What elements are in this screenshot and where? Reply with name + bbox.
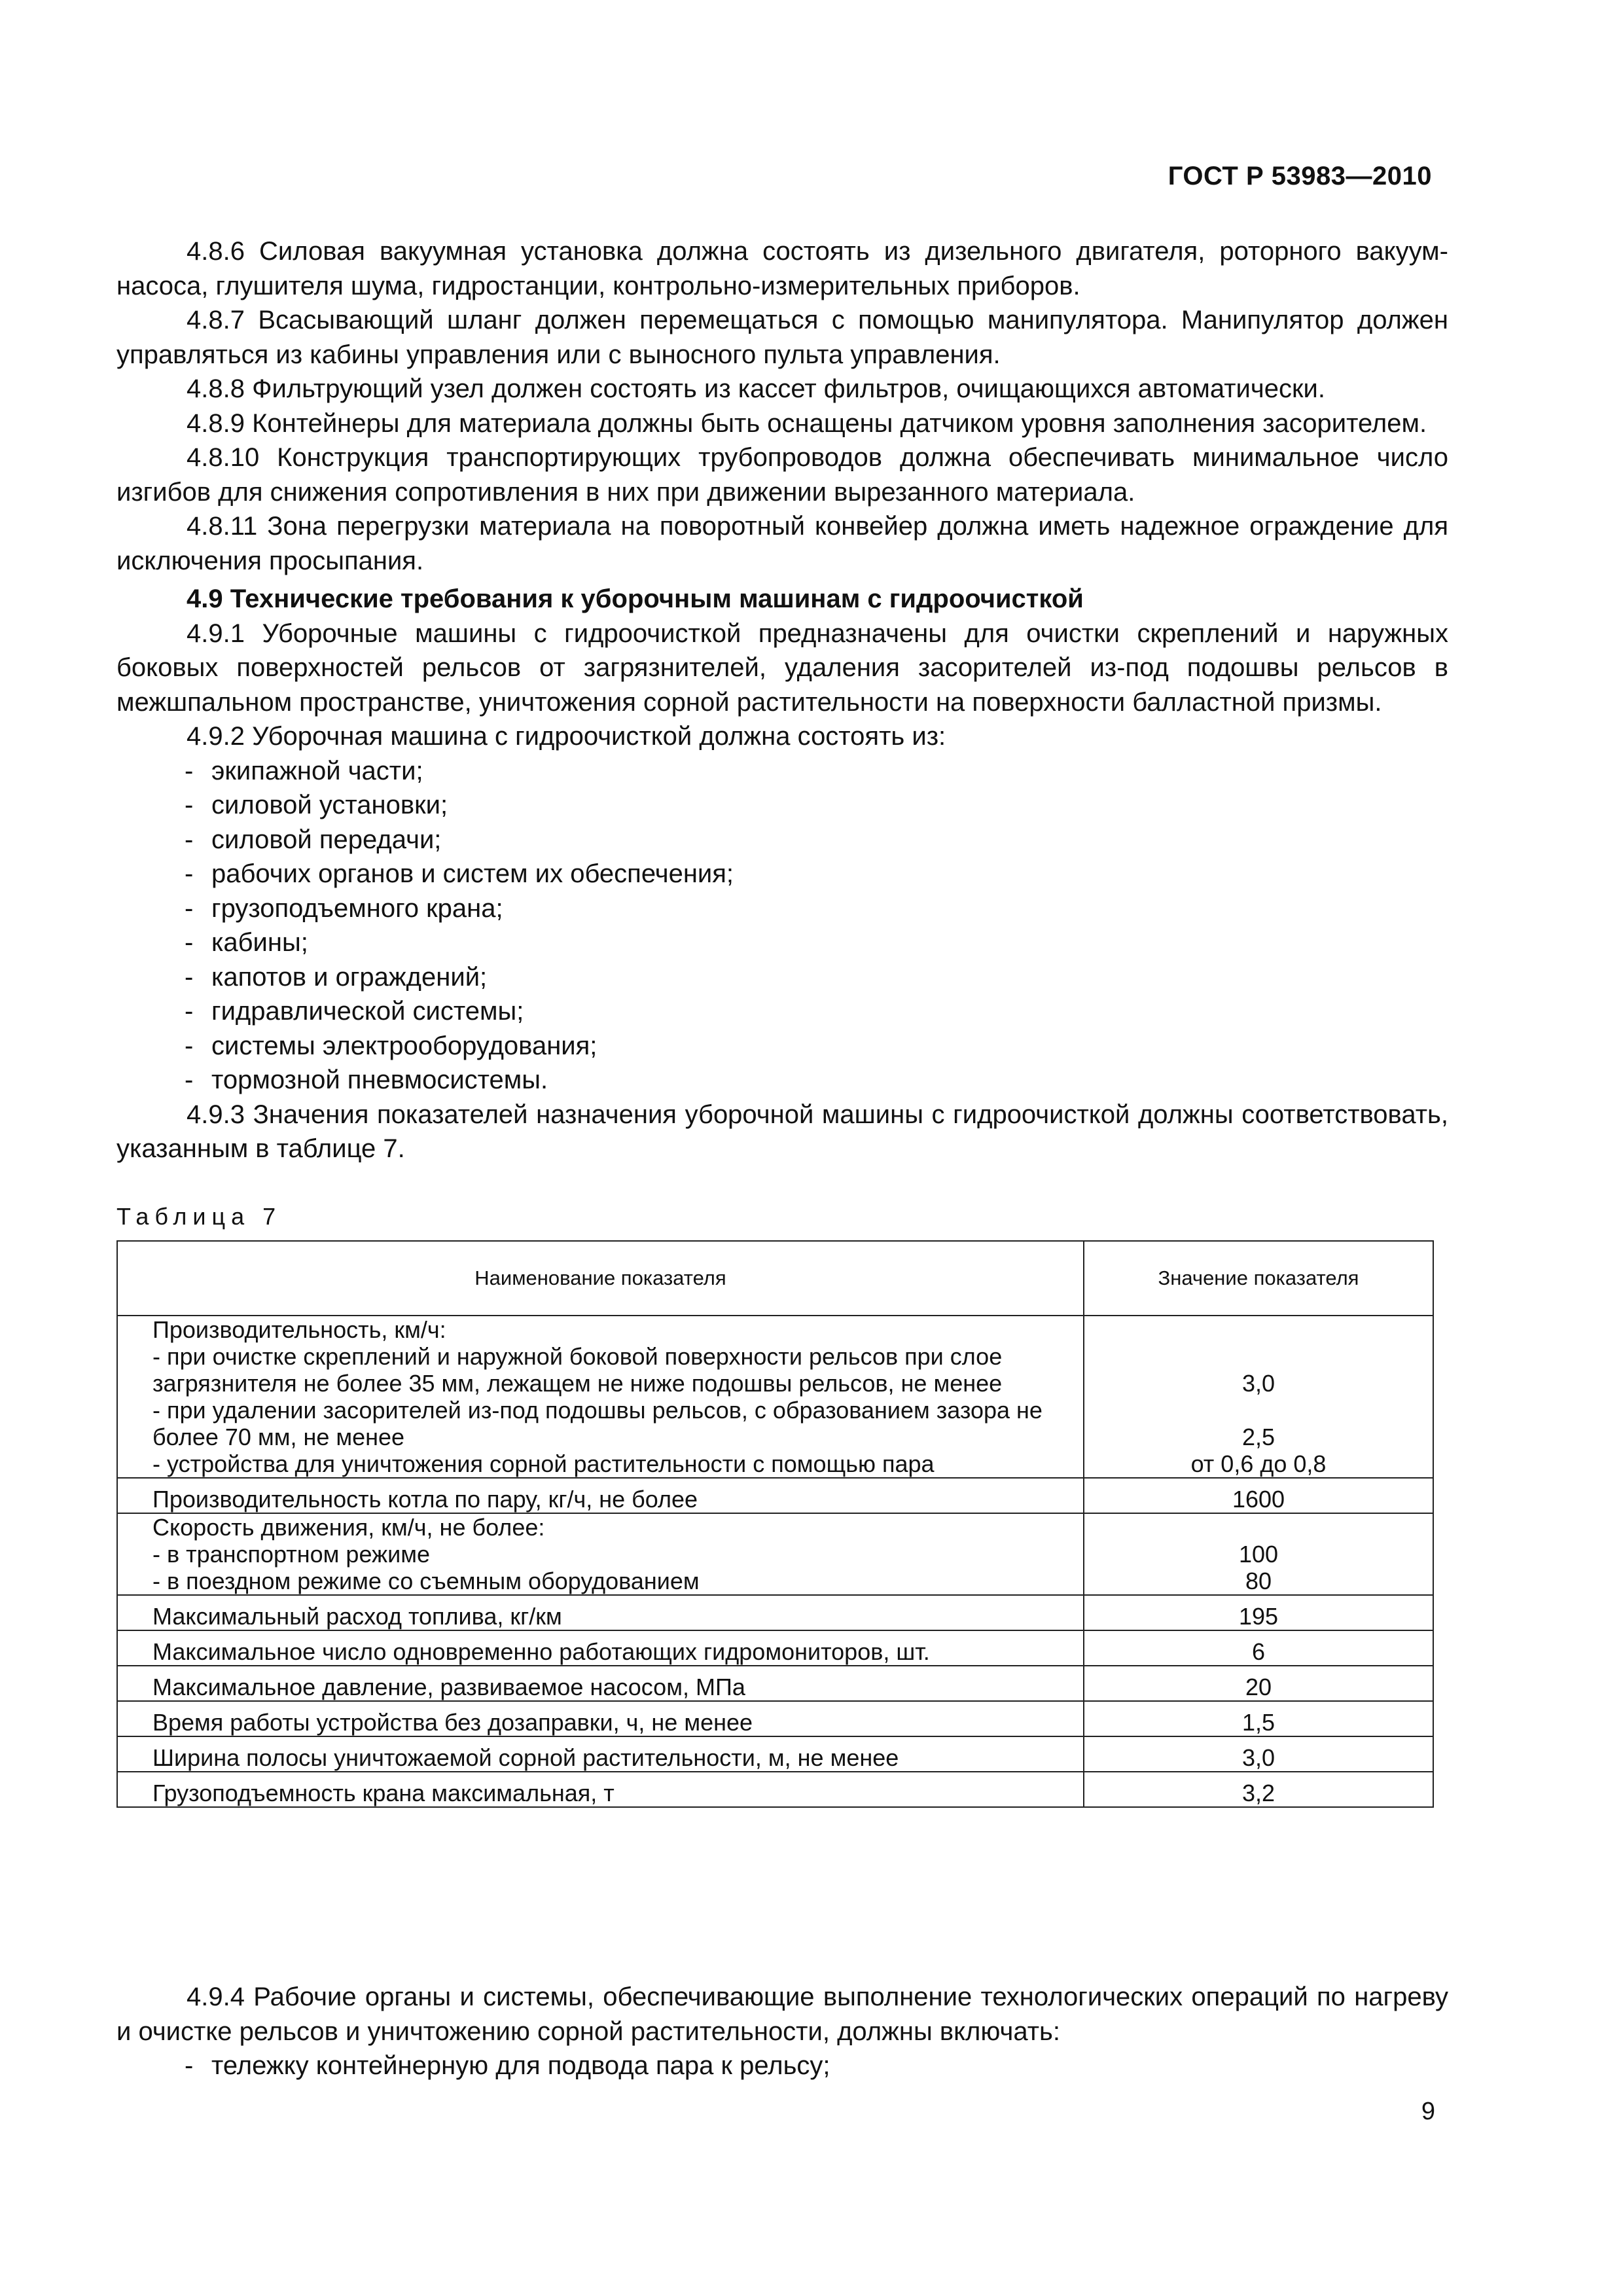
document-code: ГОСТ Р 53983—2010	[1168, 162, 1432, 190]
list-item: - грузоподъемного крана;	[185, 893, 503, 923]
paragraph-4-9-1: 4.9.1 Уборочные машины с гидроочисткой предназначены для очистки скреплений и наружных боковых поверхностей рельсов от загрязнителей, удаления засорителей из-под подошвы рельсов в межшпальном пространстве, уничтожения сорной растительности на поверхности балластной призмы.	[116, 619, 1448, 717]
paragraph-4-9-4: 4.9.4 Рабочие органы и системы, обеспечивающие выполнение технологических операций по нагреву и очистке рельсов и уничтожению сорной растительности, должны включать:	[116, 1982, 1448, 2046]
row-name: Грузоподъемность крана максимальная, т	[152, 1780, 615, 1806]
row-value-productivity	[1084, 1316, 1433, 1478]
indicators-table	[116, 1240, 1434, 1808]
table-caption: Таблица 7	[116, 1203, 282, 1230]
list-item: - экипажной части;	[185, 756, 423, 785]
list-item: - тележку контейнерную для подвода пара к рельсу;	[185, 2051, 830, 2080]
section-title-4-9: 4.9 Технические требования к уборочным машинам с гидроочисткой	[187, 584, 1084, 613]
cell-value: 2,5	[1241, 1424, 1275, 1450]
row-title: Скорость движения, км/ч, не более:	[152, 1514, 545, 1541]
table-row	[117, 1513, 1433, 1595]
row-subitem: - в поездном режиме со съемным оборудованием	[152, 1568, 700, 1594]
row-subitem: - при удалении засорителей из-под подошвы рельсов, с образованием зазора не более 70 мм, не менее	[152, 1397, 1043, 1450]
paragraph-4-8-9: 4.8.9 Контейнеры для материала должны быть оснащены датчиком уровня заполнения засорителем.	[187, 408, 1427, 438]
cell-value: 3,0	[1241, 1370, 1275, 1397]
cell-value: 100	[1238, 1541, 1279, 1568]
row-name: Максимальный расход топлива, кг/км	[152, 1603, 562, 1630]
paragraph-4-8-6: 4.8.6 Силовая вакуумная установка должна состоять из дизельного двигателя, роторного вакуум-насоса, глушителя шума, гидростанции, контрольно-измерительных приборов.	[116, 237, 1448, 300]
cell-value: 20	[1084, 1666, 1433, 1701]
composition-list	[116, 754, 1448, 1098]
row-name: Максимальное число одновременно работающих гидромониторов, шт.	[152, 1638, 930, 1665]
row-value-speed	[1084, 1513, 1433, 1595]
table-row	[117, 1630, 1433, 1666]
list-item: - кабины;	[185, 928, 308, 957]
list-item: - тормозной пневмосистемы.	[185, 1066, 548, 1094]
column-header-name: Наименование показателя	[117, 1241, 1084, 1316]
row-name: Производительность котла по пару, кг/ч, не более	[152, 1486, 698, 1513]
paragraph-4-8-10: 4.8.10 Конструкция транспортирующих трубопроводов должна обеспечивать минимальное число изгибов для снижения сопротивления в них при движении вырезанного материала.	[116, 443, 1448, 507]
work-organs-list	[116, 2049, 1448, 2083]
column-header-value: Значение показателя	[1084, 1241, 1433, 1316]
cell-value: 3,2	[1084, 1772, 1433, 1807]
paragraph-4-9-3: 4.9.3 Значения показателей назначения уборочной машины с гидроочисткой должны соответствовать, указанным в таблице 7.	[116, 1100, 1448, 1163]
table-row	[117, 1701, 1433, 1736]
cell-value: 80	[1245, 1568, 1272, 1594]
table-row	[117, 1478, 1433, 1513]
table-row	[117, 1666, 1433, 1701]
list-item: - силовой установки;	[185, 791, 448, 819]
body-text-top	[116, 234, 1448, 1166]
list-item: - силовой передачи;	[185, 825, 442, 854]
row-title: Производительность, км/ч:	[152, 1316, 446, 1343]
row-subitem: - при очистке скреплений и наружной боковой поверхности рельсов при слое загрязнителя не более 35 мм, лежащем не ниже подошвы рельсов, не менее	[152, 1343, 1003, 1397]
row-name-speed	[117, 1513, 1084, 1595]
list-item: - гидравлической системы;	[185, 997, 524, 1026]
cell-value: 195	[1084, 1595, 1433, 1630]
cell-value: 6	[1084, 1630, 1433, 1666]
list-item: - капотов и ограждений;	[185, 962, 488, 992]
row-subitem: - устройства для уничтожения сорной растительности с помощью пара	[152, 1450, 935, 1477]
row-name: Время работы устройства без дозаправки, ч, не менее	[152, 1709, 753, 1736]
list-item: - рабочих органов и систем их обеспечения;	[185, 859, 734, 888]
table-row	[117, 1772, 1433, 1807]
cell-value: 3,0	[1084, 1736, 1433, 1772]
paragraph-4-8-8: 4.8.8 Фильтрующий узел должен состоять из кассет фильтров, очищающихся автоматически.	[187, 374, 1325, 403]
row-name-productivity	[117, 1316, 1084, 1478]
paragraph-4-8-7: 4.8.7 Всасывающий шланг должен перемещаться с помощью манипулятора. Манипулятор должен управляться из кабины управления или с выносного пульта управления.	[116, 306, 1448, 369]
paragraph-4-8-11: 4.8.11 Зона перегрузки материала на поворотный конвейер должна иметь надежное ограждение для исключения просыпания.	[116, 512, 1448, 575]
list-item: - системы электрооборудования;	[185, 1031, 597, 1060]
table-row	[117, 1595, 1433, 1630]
table-row	[117, 1736, 1433, 1772]
cell-value: от 0,6 до 0,8	[1190, 1450, 1327, 1477]
cell-value: 1600	[1084, 1478, 1433, 1513]
table-header-row	[117, 1241, 1433, 1316]
body-text-bottom	[116, 1980, 1448, 2083]
paragraph-4-9-2: 4.9.2 Уборочная машина с гидроочисткой должна состоять из:	[187, 722, 946, 751]
page-number: 9	[1421, 2098, 1435, 2125]
row-subitem: - в транспортном режиме	[152, 1541, 431, 1568]
row-name: Максимальное давление, развиваемое насосом, МПа	[152, 1674, 745, 1700]
row-name: Ширина полосы уничтожаемой сорной растительности, м, не менее	[152, 1744, 899, 1771]
cell-value: 1,5	[1084, 1701, 1433, 1736]
table-row	[117, 1316, 1433, 1478]
